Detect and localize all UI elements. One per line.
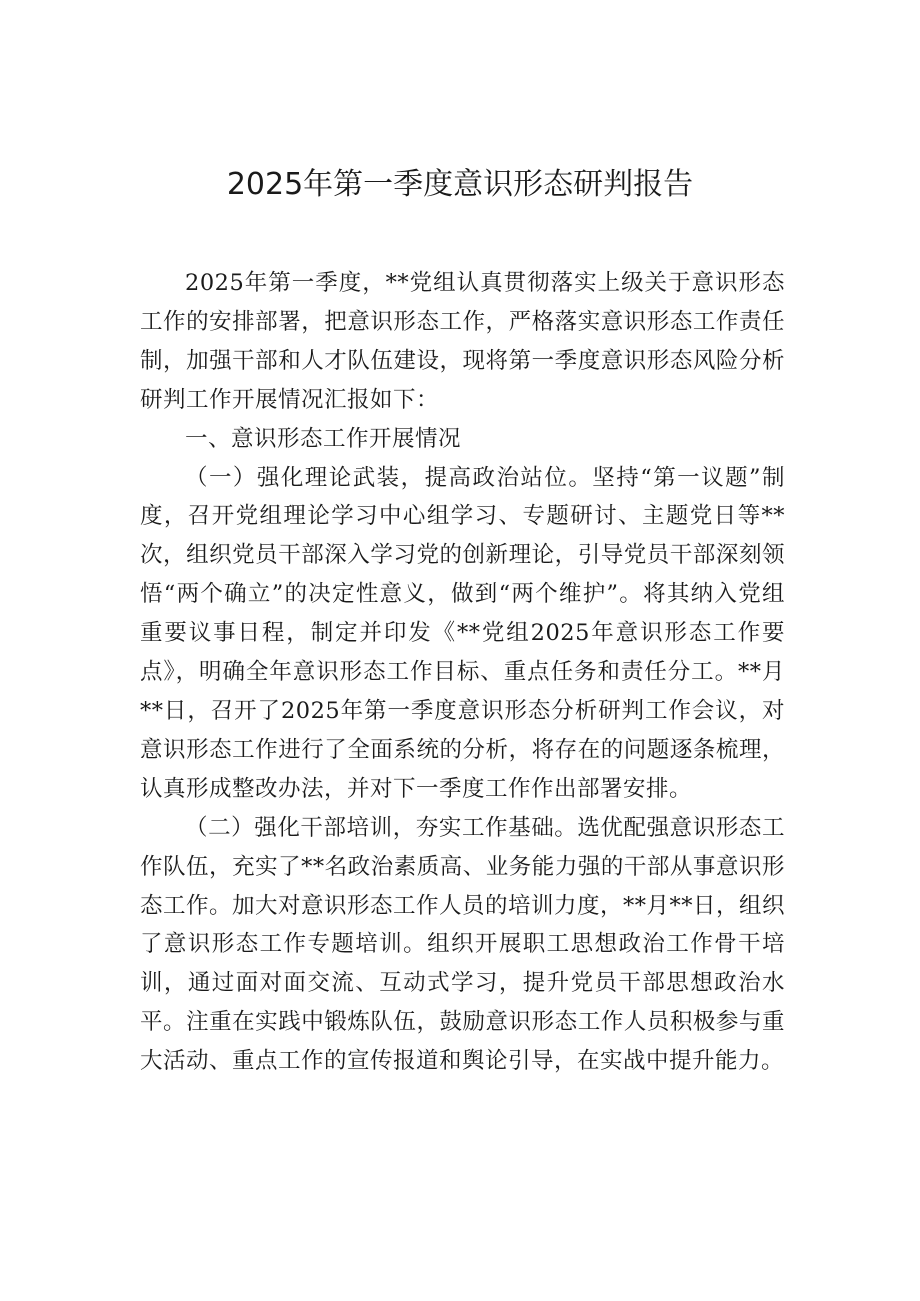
paragraph-theory: （一）强化理论武装，提高政治站位。坚持“第一议题”制度，召开党组理论学习中心组学习、专题研讨、主题党日等**次，组织党员干部深入学习党的创新理论，引导党员干部深刻领悟“两个确立”的决定性意义，做到“两个维护”。将其纳入党组重要议事日程，制定并印发《**党组2025年意识形态工作要点》，明确全年意识形态工作目标、重点任务和责任分工。**月**日，召开了2025年第一季度意识形态分析研判工作会议，对意识形态工作进行了全面系统的分析，将存在的问题逐条梳理，认真形成整改办法，并对下一季度工作作出部署安排。 — [140, 464, 785, 802]
intro-paragraph: 2025年第一季度，**党组认真贯彻落实上级关于意识形态工作的安排部署，把意识形态工作，严格落实意识形态工作责任制，加强干部和人才队伍建设，现将第一季度意识形态风险分析研判工作开展情况汇报如下： — [140, 270, 785, 413]
document-body — [140, 264, 785, 1081]
section-heading: 一、意识形态工作开展情况 — [185, 425, 462, 452]
paragraph-training: （二）强化干部培训，夯实工作基础。选优配强意识形态工作队伍，充实了**名政治素质高、业务能力强的干部从事意识形态工作。加大对意识形态工作人员的培训力度，**月**日，组织了意识形态工作专题培训。组织开展职工思想政治工作骨干培训，通过面对面交流、互动式学习，提升党员干部思想政治水平。注重在实践中锻炼队伍，鼓励意识形态工作人员积极参与重大活动、重点工作的宣传报道和舆论引导，在实战中提升能力。 — [140, 814, 786, 1075]
document-title: 2025年第一季度意识形态研判报告 — [226, 167, 694, 202]
